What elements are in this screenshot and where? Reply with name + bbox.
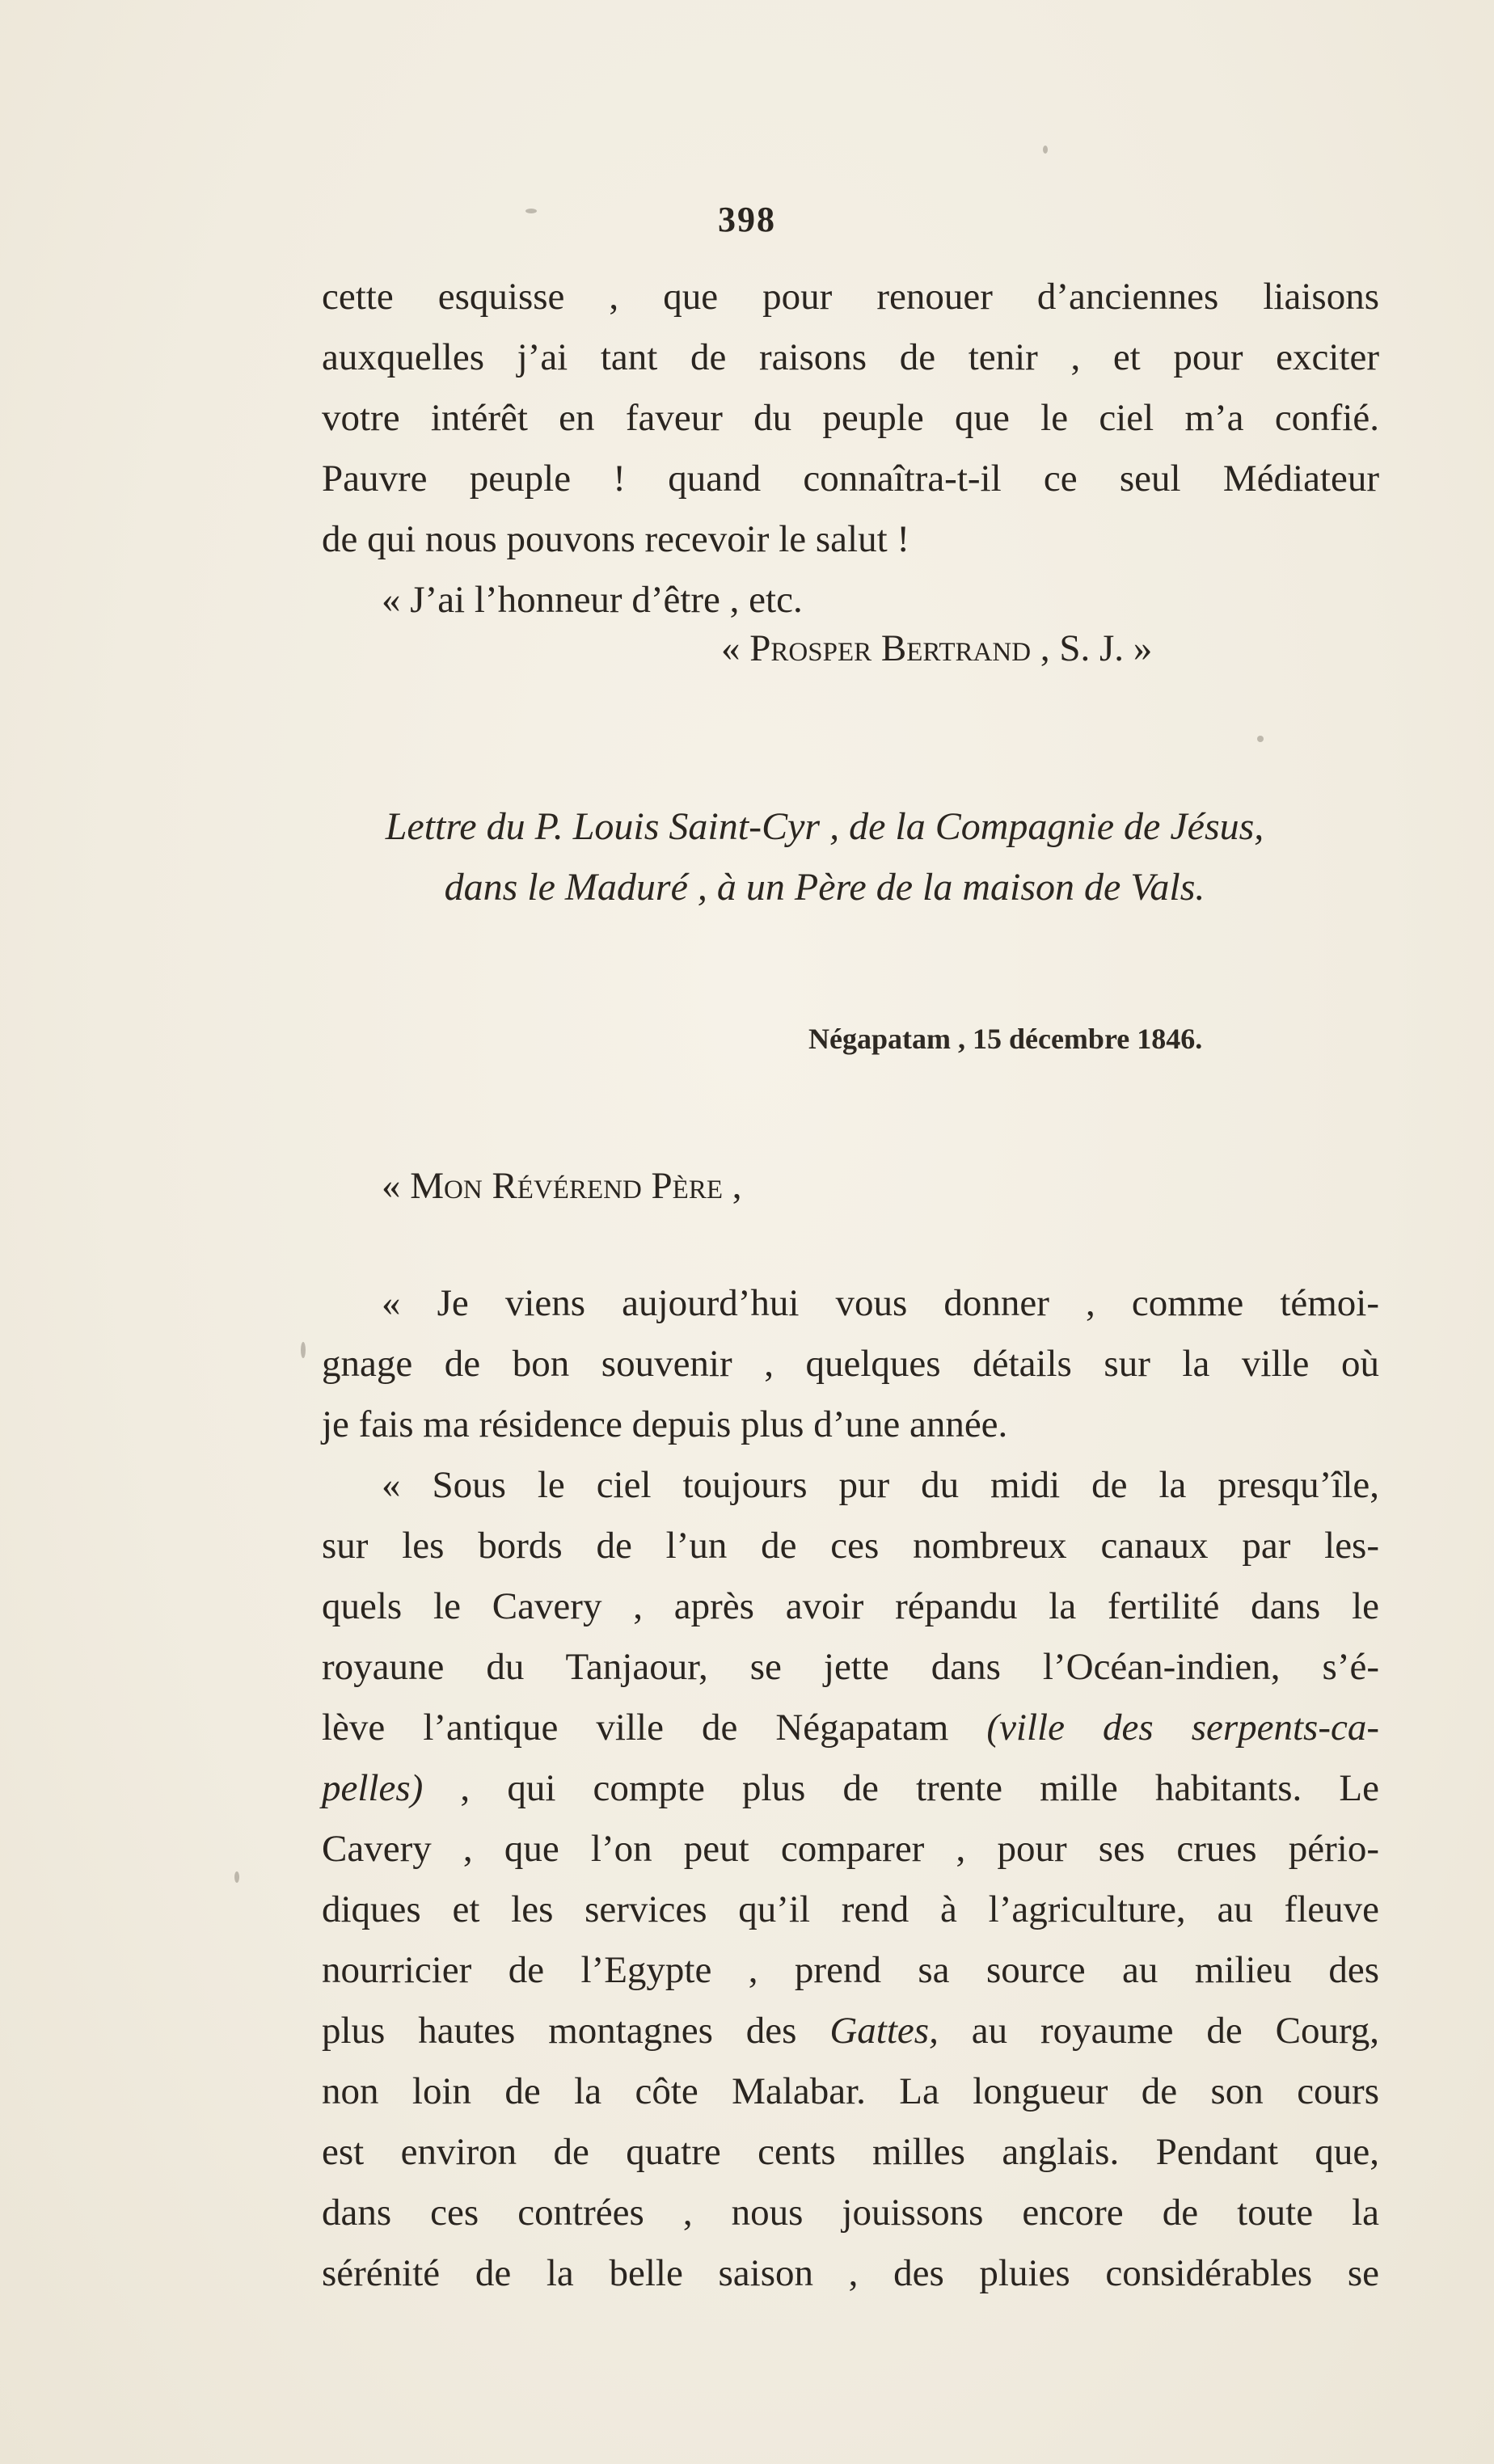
scan-speck — [234, 1871, 239, 1883]
text-line — [322, 2001, 1379, 2061]
text-line: « J’ai l’honneur d’être , etc. — [382, 579, 803, 621]
text-line: Cavery , que l’on peut comparer , pour ses crues pério- — [322, 1828, 1379, 1870]
letter-title-line-2: dans le Maduré , à un Père de la maison de Vals. — [444, 866, 1205, 909]
text-line: gnage de bon souvenir , quelques détails sur la ville où — [322, 1343, 1379, 1385]
text-line: cette esquisse , que pour renouer d’anciennes liaisons — [322, 276, 1379, 318]
text-line: non loin de la côte Malabar. La longueur de son cours — [322, 2070, 1379, 2112]
text-line: votre intérêt en faveur du peuple que le ciel m’a confié. — [322, 397, 1379, 439]
text-line — [322, 1698, 1379, 1758]
text-line: sur les bords de l’un de ces nombreux canaux par les- — [322, 1525, 1379, 1567]
italic-phrase: pelles) — [322, 1767, 424, 1809]
text-segment: lève l’antique ville de Négapatam — [322, 1707, 949, 1749]
text-line: sérénité de la belle saison , des pluies considérables se — [322, 2252, 1379, 2294]
text-line: « Sous le ciel toujours pur du midi de la presqu’île, — [382, 1464, 1379, 1506]
text-line: « Je viens aujourd’hui vous donner , comme témoi- — [382, 1282, 1379, 1324]
text-line: Pauvre peuple ! quand connaîtra-t-il ce seul Médiateur — [322, 458, 1379, 500]
letter-title-line-1: Lettre du P. Louis Saint-Cyr , de la Compagnie de Jésus, — [385, 805, 1264, 848]
italic-phrase: Gattes, — [829, 2010, 939, 2052]
text-line: diques et les services qu’il rend à l’agriculture, au fleuve — [322, 1888, 1379, 1930]
text-line — [322, 1758, 1379, 1819]
page-number: 398 — [718, 200, 776, 239]
signature-suffix: , S. J. — [1040, 627, 1124, 669]
text-line: quels le Cavery , après avoir répandu la fertilité dans le — [322, 1585, 1379, 1627]
italic-phrase: (ville des serpents-ca- — [986, 1707, 1380, 1749]
signature-name: Prosper Bertrand — [749, 627, 1032, 669]
scan-speck — [301, 1342, 306, 1358]
salutation: « Mon Révérend Père , — [382, 1165, 742, 1207]
text-line: dans ces contrées , nous jouissons encore de toute la — [322, 2192, 1379, 2234]
signature — [721, 618, 1152, 679]
text-segment: , qui compte plus de trente mille habitants. Le — [460, 1767, 1379, 1809]
text-segment: au royaume de Courg, — [971, 2010, 1380, 2052]
opening-paragraph — [322, 267, 1379, 631]
text-line: nourricier de l’Egypte , prend sa source au milieu des — [322, 1949, 1379, 1991]
text-line: je fais ma résidence depuis plus d’une année. — [322, 1403, 1008, 1445]
text-line: est environ de quatre cents milles anglais. Pendant que, — [322, 2131, 1379, 2173]
scan-speck — [1257, 736, 1264, 742]
text-segment: plus hautes montagnes des — [322, 2010, 797, 2052]
text-line: royaune du Tanjaour, se jette dans l’Océan-indien, s’é- — [322, 1646, 1379, 1688]
scan-speck — [1043, 146, 1048, 154]
text-line: auxquelles j’ai tant de raisons de tenir , et pour exciter — [322, 336, 1379, 378]
signature-close-quote: » — [1133, 627, 1153, 669]
letter-body — [322, 1273, 1379, 2304]
signature-open-quote: « — [721, 627, 741, 669]
text-line: de qui nous pouvons recevoir le salut ! — [322, 518, 910, 560]
dateline: Négapatam , 15 décembre 1846. — [808, 1023, 1203, 1055]
